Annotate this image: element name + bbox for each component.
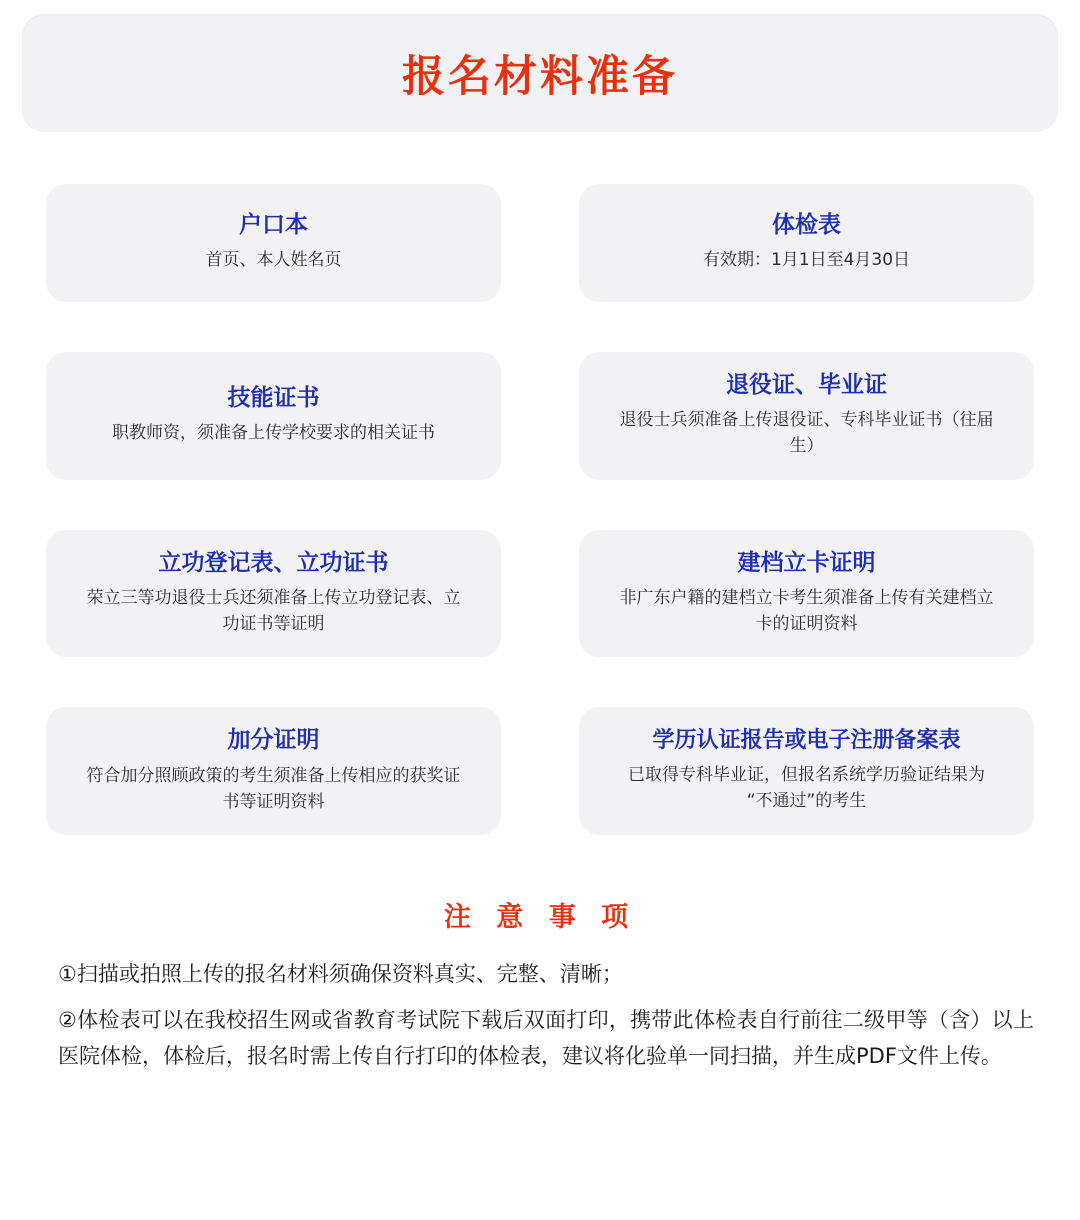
card-title: 体检表: [772, 212, 841, 239]
note-item-1: ①扫描或拍照上传的报名材料须确保资料真实、完整、清晰；: [58, 962, 623, 987]
card-description: 符合加分照顾政策的考生须准备上传相应的获奖证书等证明资料: [86, 765, 461, 812]
material-card-veteran-diploma: [579, 352, 1034, 480]
card-title: 加分证明: [227, 727, 320, 754]
material-card-skill-certificate: [46, 352, 501, 480]
notes-section: [46, 895, 1034, 1074]
material-card-merit-record: [46, 530, 501, 658]
material-card-household-register: [46, 184, 501, 302]
material-card-medical-form: [579, 184, 1034, 302]
material-card-degree-verification: [579, 707, 1034, 835]
card-title: 技能证书: [227, 385, 320, 412]
header-banner: [22, 14, 1058, 132]
notes-title: 注 意 事 项: [443, 902, 637, 934]
card-title: 建档立卡证明: [737, 549, 876, 576]
card-description: 非广东户籍的建档立卡考生须准备上传有关建档立卡的证明资料: [619, 587, 994, 635]
card-description: 首页、本人姓名页: [205, 250, 342, 271]
page-title: 报名材料准备: [402, 51, 678, 102]
note-item-2: ②体检表可以在我校招生网或省教育考试院下载后双面打印，携带此体检表自行前往二级甲等（含）以上医院体检，体检后，报名时需上传自行打印的体检表，建议将化验单一同扫描，并生成PDF文件上传。: [58, 1008, 1034, 1069]
card-title: 立功登记表、立功证书: [158, 549, 389, 576]
card-description: 退役士兵须准备上传退役证、专科毕业证书（往届生）: [619, 410, 994, 457]
card-title: 户口本: [239, 212, 308, 239]
card-description: 已取得专科毕业证，但报名系统学历验证结果为“不通过”的考生: [628, 764, 985, 812]
card-title: 退役证、毕业证: [726, 372, 887, 398]
material-card-grid: [46, 184, 1034, 835]
material-card-poverty-registration: [579, 530, 1034, 658]
card-description: 荣立三等功退役士兵还须准备上传立功登记表、立功证书等证明: [86, 587, 461, 635]
card-description: 职教师资，须准备上传学校要求的相关证书: [112, 423, 435, 444]
material-card-bonus-points-proof: [46, 707, 501, 835]
card-title: 学历认证报告或电子注册备案表: [652, 728, 961, 754]
poster-page: [0, 14, 1080, 1220]
card-description: 有效期：1月1日至4月30日: [702, 250, 911, 271]
